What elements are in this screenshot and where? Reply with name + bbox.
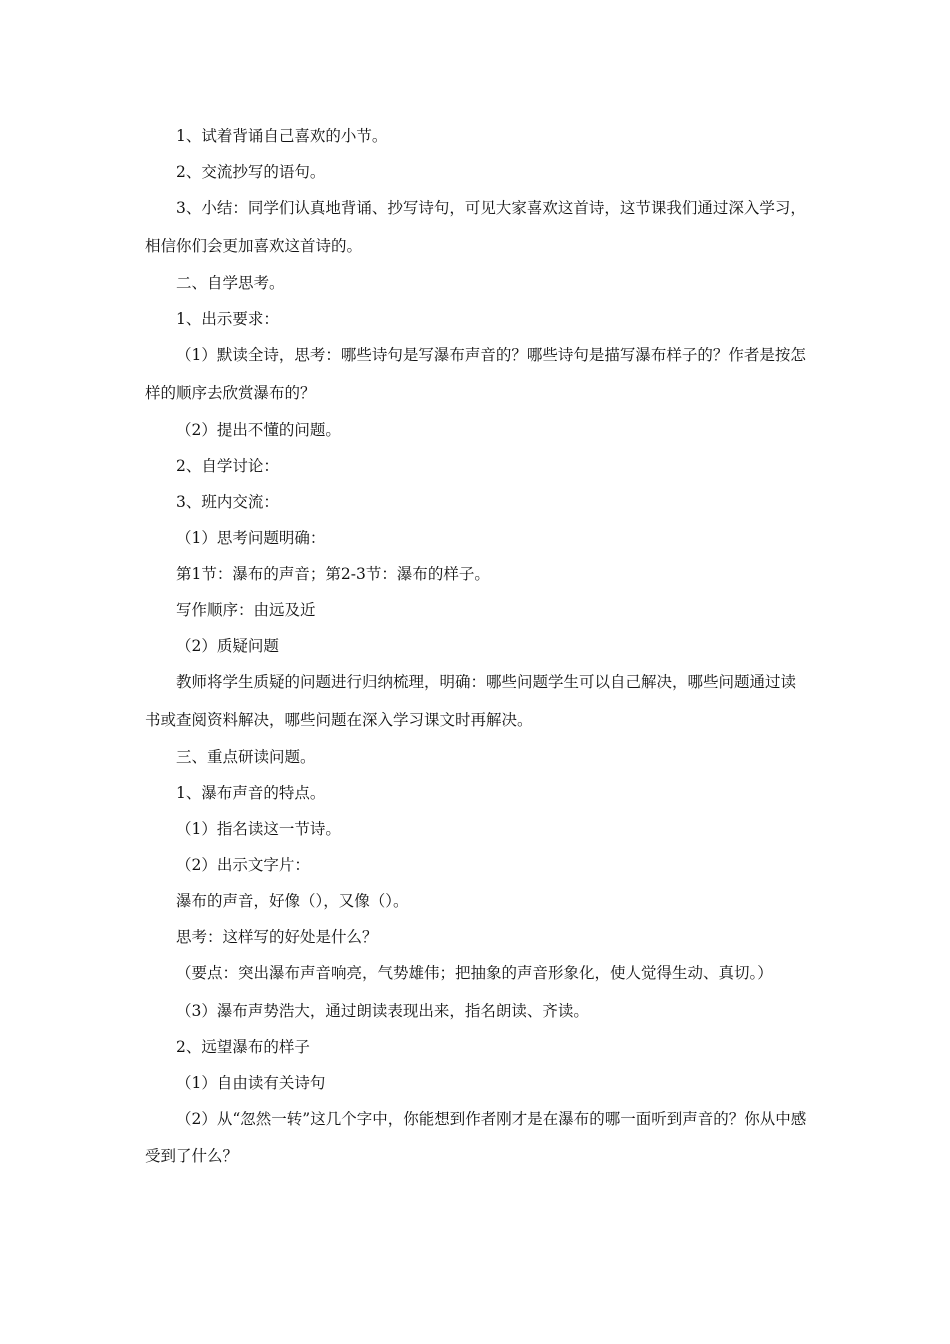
paragraph: 2、远望瀑布的样子 — [176, 1037, 310, 1056]
paragraph: 3、小结：同学们认真地背诵、抄写诗句，可见大家喜欢这首诗，这节课我们通过深入学习，相信你们会更加喜欢这首诗的。 — [145, 199, 806, 255]
document-body — [145, 118, 810, 1176]
paragraph: 2、交流抄写的语句。 — [176, 163, 326, 181]
paragraph: 教师将学生质疑的问题进行归纳梳理，明确：哪些问题学生可以自己解决，哪些问题通过读书或查阅资料解决，哪些问题在深入学习课文时再解决。 — [145, 673, 797, 729]
paragraph: （要点：突出瀑布声音响亮，气势雄伟；把抽象的声音形象化，使人觉得生动、真切。） — [176, 964, 773, 982]
paragraph: 2、自学讨论： — [176, 457, 279, 475]
paragraph: 写作顺序：由远及近 — [176, 601, 316, 619]
paragraph: 3、班内交流： — [176, 493, 279, 511]
paragraph: 1、出示要求： — [176, 310, 279, 328]
paragraph: 第1节：瀑布的声音；第2-3节：瀑布的样子。 — [176, 565, 490, 583]
paragraph: （1）自由读有关诗句 — [176, 1073, 326, 1092]
paragraph: （2）出示文字片： — [176, 856, 310, 874]
paragraph: （1）思考问题明确： — [176, 529, 326, 547]
paragraph: （1）默读全诗，思考：哪些诗句是写瀑布声音的？哪些诗句是描写瀑布样子的？作者是按怎样的顺序去欣赏瀑布的？ — [145, 346, 806, 402]
section-heading: 二、自学思考。 — [176, 274, 285, 292]
paragraph: 1、瀑布声音的特点。 — [176, 784, 326, 802]
paragraph: （3）瀑布声势浩大，通过朗读表现出来，指名朗读、齐读。 — [176, 1001, 589, 1020]
paragraph: （2）从“忽然一转”这几个字中，你能想到作者刚才是在瀑布的哪一面听到声音的？你从中感受到了什么？ — [145, 1109, 807, 1165]
paragraph: 瀑布的声音，好像（），又像（）。 — [176, 892, 409, 910]
paragraph: （2）提出不懂的问题。 — [176, 421, 341, 439]
section-heading: 三、重点研读问题。 — [176, 748, 316, 766]
paragraph: 1、试着背诵自己喜欢的小节。 — [176, 127, 388, 145]
paragraph: 思考：这样写的好处是什么？ — [176, 928, 378, 946]
paragraph: （2）质疑问题 — [176, 637, 279, 655]
paragraph: （1）指名读这一节诗。 — [176, 820, 341, 838]
